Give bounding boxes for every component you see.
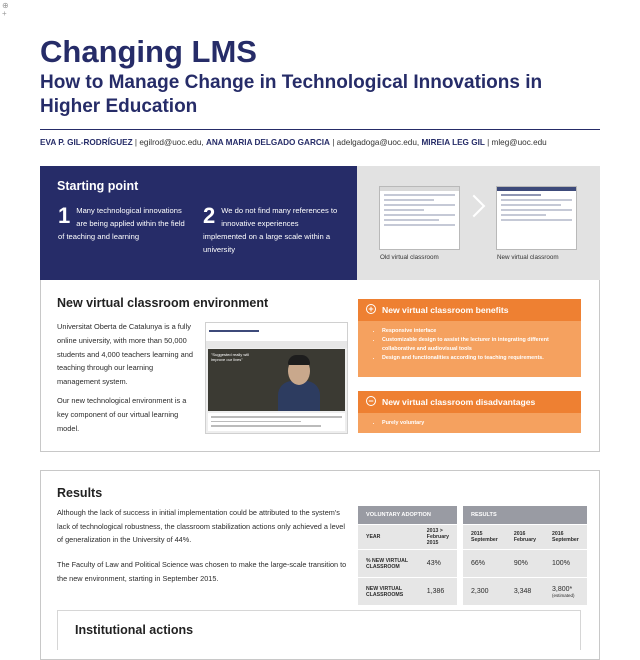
results-paragraph: Although the lack of success in initial implementation could be attributed to the system's lack of technological robustness, the classroom stabilization actions only achieved a level of generalization in the University of 44%.: [57, 508, 345, 544]
video-frame: [208, 349, 345, 411]
author-name: EVA P. GIL-RODRÍGUEZ: [40, 138, 133, 147]
institutional-actions-title: Institutional actions: [75, 623, 194, 637]
starting-point-title: Starting point: [57, 179, 139, 193]
minus-circle-icon: −: [366, 396, 376, 406]
point-text: Many technological innovations are being applied within the field of teaching and learning: [58, 206, 185, 241]
table-cell: NEW VIRTUAL CLASSROOMS: [358, 578, 419, 606]
author-email[interactable]: adelgadoga@uoc.edu: [336, 138, 417, 147]
uoc-logo: [206, 323, 347, 342]
table-cell: 2016 February: [506, 525, 544, 550]
corner-mark: +: [2, 9, 7, 18]
benefits-list: [358, 321, 581, 377]
poster-subtitle: How to Manage Change in Technological Innovations in Higher Education: [40, 72, 543, 117]
poster-title: Changing LMS: [40, 34, 257, 69]
estimated-value: 3,800*: [552, 585, 573, 593]
author-name: MIREIA LEG GIL: [421, 138, 485, 147]
old-classroom-screenshot: [379, 186, 460, 250]
list-item: • Customizable design to assist the lecturer in integrating different collaborative and audiovisual tools: [382, 336, 569, 354]
plus-circle-icon: +: [366, 304, 376, 314]
table-cell: YEAR: [358, 525, 419, 550]
results-paragraph: The Faculty of Law and Political Science was chosen to make the large-scale transition to the new environment, starting in September 2015.: [57, 560, 347, 583]
table-cell: % NEW VIRTUAL CLASSROOM: [358, 550, 419, 578]
table-header: RESULTS: [463, 506, 587, 525]
new-environment-paragraph: Universitat Oberta de Catalunya is a fully online university, with more than 50,000 students and 4,000 teachers learning and teaching through our learning management system.: [57, 322, 194, 387]
table-cell: 2015 September: [463, 525, 506, 550]
voluntary-adoption-table: [358, 506, 457, 605]
new-environment-paragraph: Our new technological environment is a key component of our virtual learning model.: [57, 396, 187, 433]
point-number: 2: [203, 203, 216, 228]
point-1: [58, 204, 190, 243]
table-cell: 90%: [506, 550, 544, 578]
table-header: VOLUNTARY ADOPTION: [358, 506, 457, 525]
table-cell: 3,348: [506, 578, 544, 606]
results-table: [463, 506, 587, 605]
title-divider: [40, 129, 600, 130]
estimated-note: (estimated): [552, 592, 575, 598]
results-title: Results: [57, 486, 103, 500]
author-name: ANA MARIA DELGADO GARCIA: [205, 138, 330, 147]
campus-screenshot: [205, 322, 348, 434]
table-cell: 2016 September: [544, 525, 587, 550]
list-item: • Responsive interface: [382, 327, 569, 336]
point-text: We do not find many references to innovative experiences implemented on a large scale within a university: [203, 206, 338, 254]
benefits-header[interactable]: [358, 299, 581, 321]
new-classroom-caption: New virtual classroom: [497, 254, 559, 261]
new-environment-title: New virtual classroom environment: [57, 296, 269, 310]
table-cell: 100%: [544, 550, 587, 578]
table-cell: 2,300: [463, 578, 506, 606]
disadvantages-list: [358, 413, 581, 433]
point-number: 1: [58, 203, 71, 228]
author-email[interactable]: egilrod@uoc.edu: [139, 138, 202, 147]
list-item: • Purely voluntary: [382, 419, 569, 428]
table-cell: 1,386: [419, 578, 457, 606]
old-classroom-caption: Old virtual classroom: [380, 254, 439, 261]
benefits-title: New virtual classroom benefits: [382, 305, 509, 315]
table-cell: [544, 578, 587, 606]
author-email[interactable]: mleg@uoc.edu: [491, 138, 547, 147]
point-2: [203, 204, 343, 256]
starting-point-box: [40, 166, 357, 280]
table-cell: 2013 > February 2015: [419, 525, 457, 550]
corner-mark: ⊕: [2, 1, 9, 10]
video-quote: "Suggested really will improve our lives": [211, 352, 249, 362]
table-cell: 43%: [419, 550, 457, 578]
disadvantages-title: New virtual classroom disadvantages: [382, 397, 536, 407]
list-item: • Design and functionalities according to teaching requirements.: [382, 354, 569, 363]
disadvantages-header[interactable]: [358, 391, 581, 413]
authors-line: EVA P. GIL-RODRÍGUEZ | egilrod@uoc.edu, ANA MARIA DELGADO GARCIA | adelgadoga@uoc.edu, MIREIA LEG GIL | mleg@uoc.edu: [40, 138, 547, 147]
new-classroom-screenshot: [496, 186, 577, 250]
table-cell: 66%: [463, 550, 506, 578]
